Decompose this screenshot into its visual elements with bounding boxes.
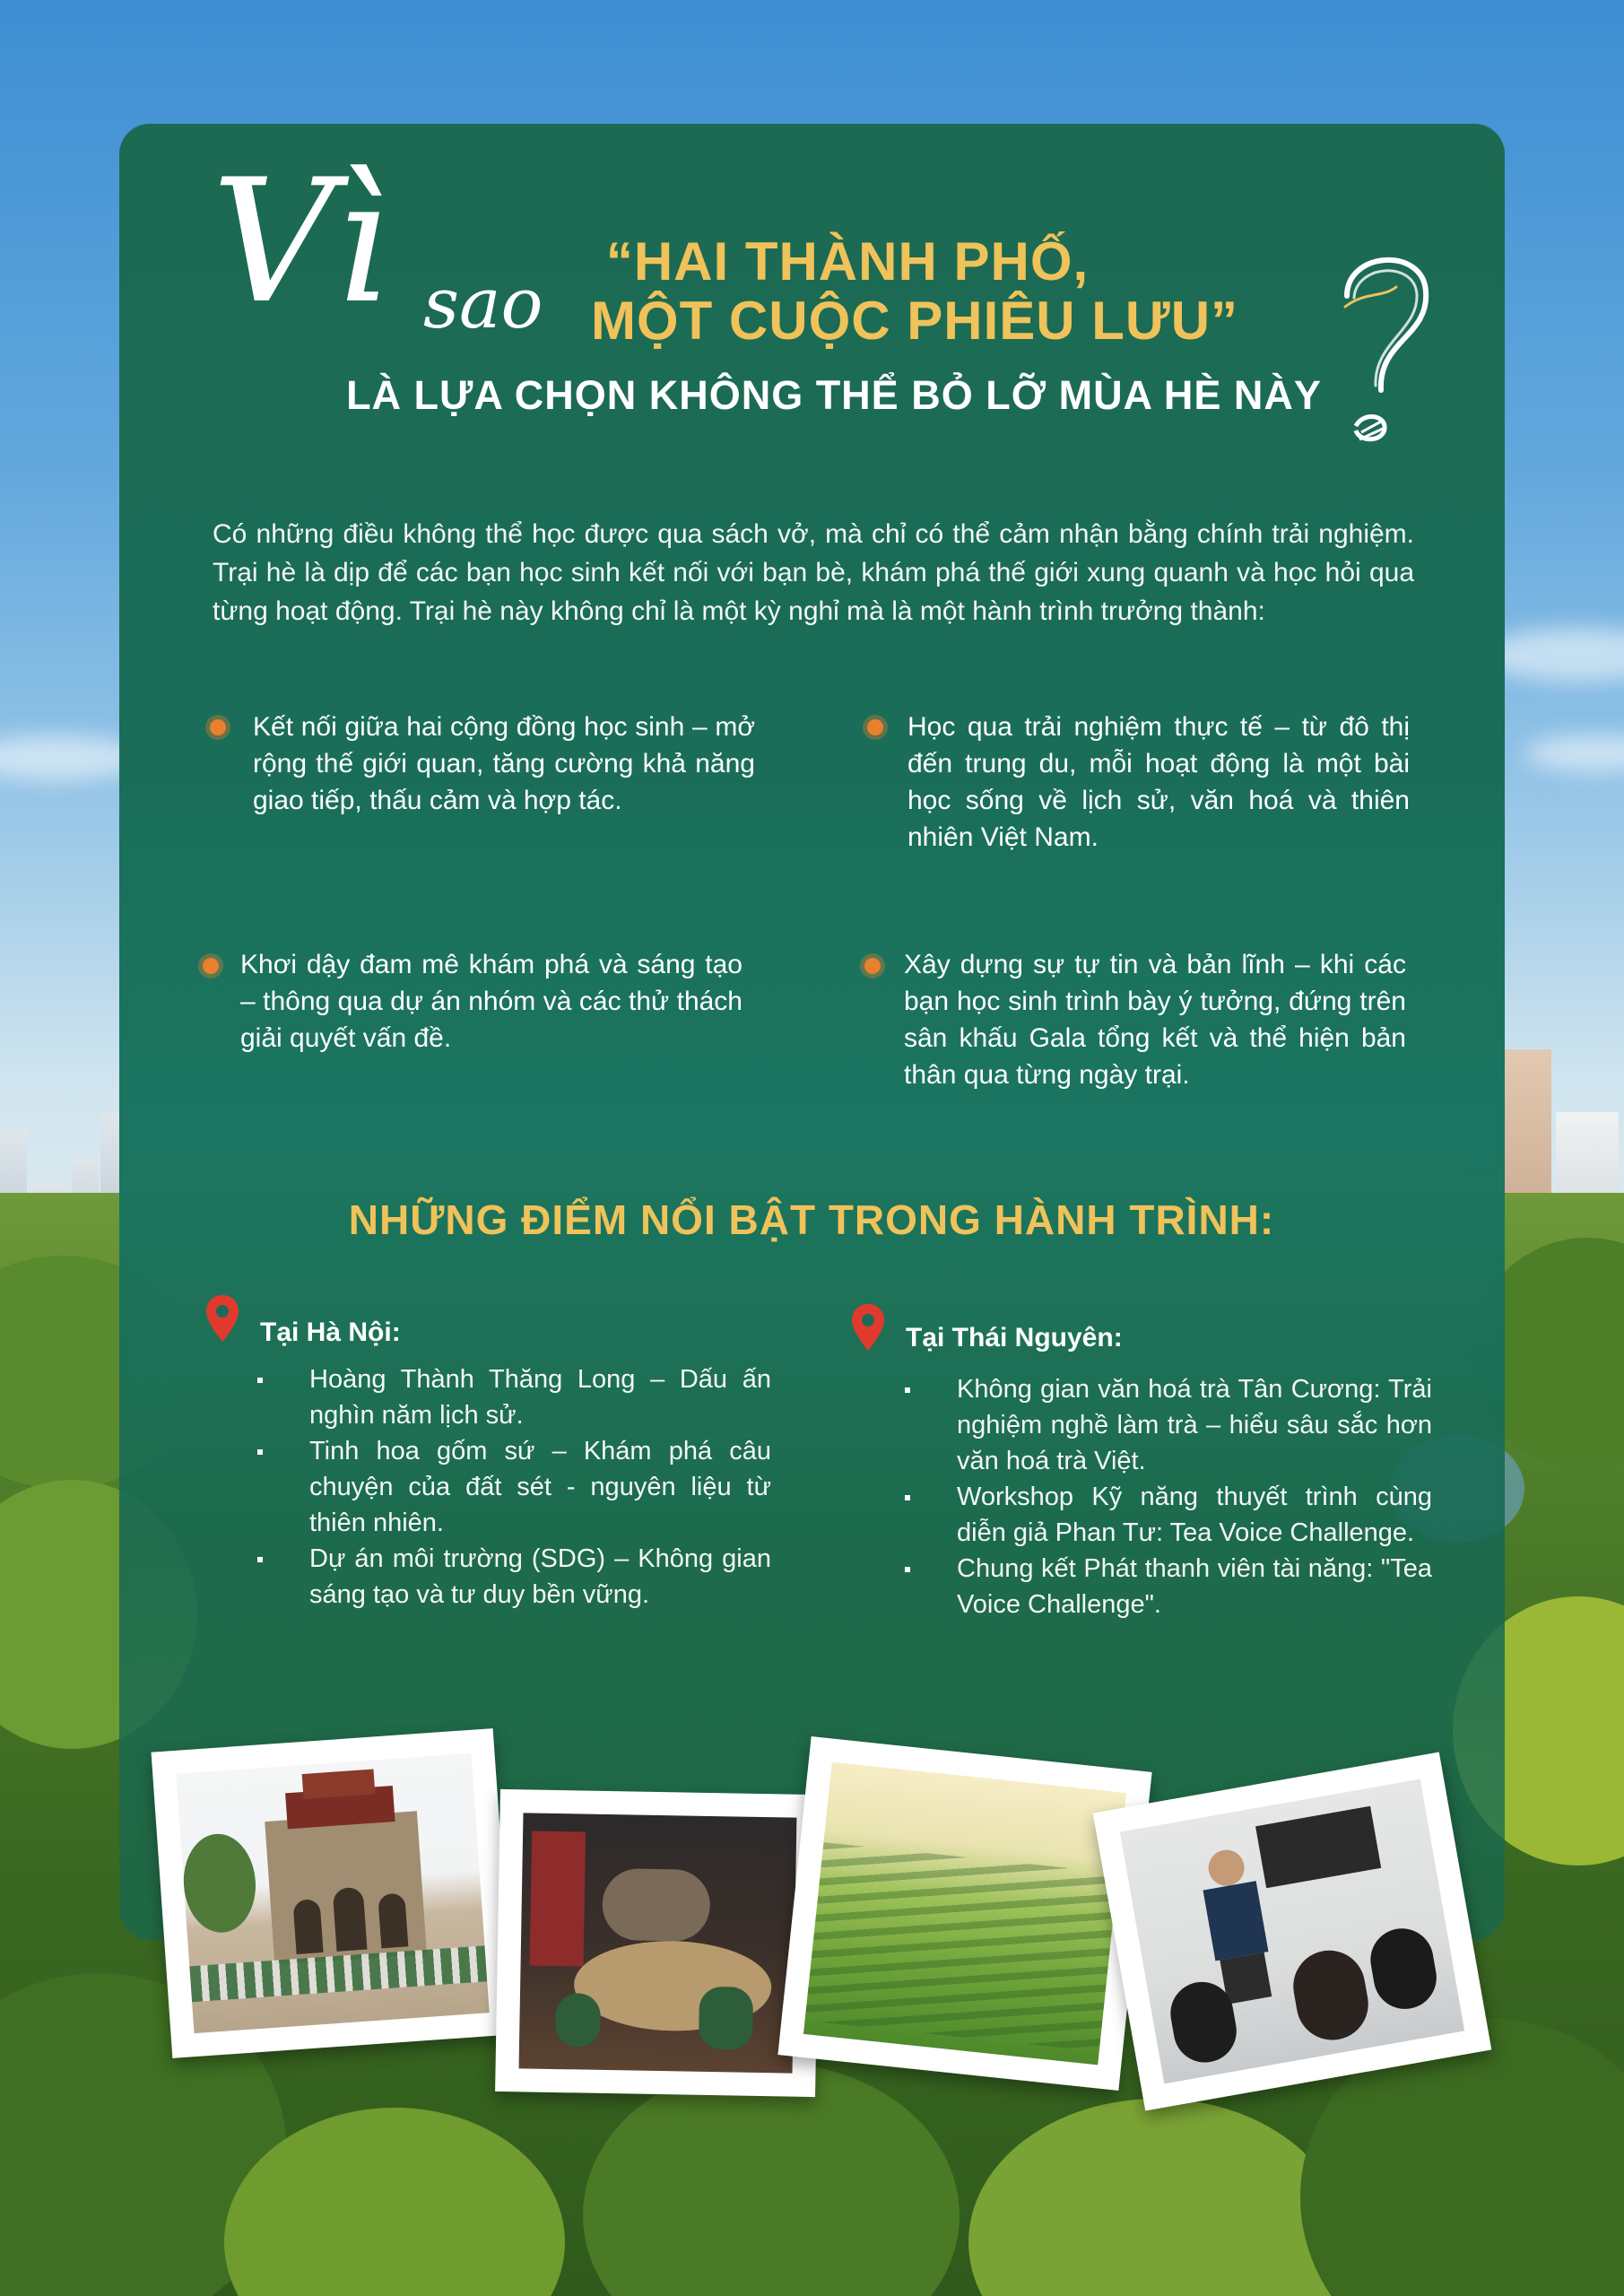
heading-script-vi: Vì [212,143,389,341]
list-item: Dự án môi trường (SDG) – Không gian sáng tạo và tư duy bền vững. [256,1541,771,1613]
heading-line-2: MỘT CUỘC PHIÊU LƯU” [590,291,1239,351]
bullet-dot-icon [210,719,226,735]
hanoi-label: Tại Hà Nội: [260,1318,401,1347]
bullet-item: Kết nối giữa hai cộng đồng học sinh – mở rộng thế giới quan, tăng cường khả năng giao tiếp, thấu cảm và hợp tác. [253,712,755,815]
photo-pottery [495,1789,821,2097]
highlights-title: NHỮNG ĐIỂM NỔI BẬT TRONG HÀNH TRÌNH: [348,1196,1275,1243]
location-pin-icon [850,1302,886,1352]
list-item: Tinh hoa gốm sứ – Khám phá câu chuyện của đất sét - nguyên liệu từ thiên nhiên. [256,1433,771,1541]
bullet-dot-icon [203,958,219,974]
photo-citadel [152,1728,515,2058]
intro-paragraph: Có những điều không thể học được qua sách vở, mà chỉ có thể cảm nhận bằng chính trải nghiệm. Trại hè là dịp để các bạn học sinh kết nối với bạn bè, khám phá thế giới xung quanh và học hỏi qua từng hoạt động. Trại hè này không chỉ là một kỳ nghỉ mà là một hành trình trưởng thành: [213,519,1414,626]
bullet-item: Xây dựng sự tự tin và bản lĩnh – khi các bạn học sinh trình bày ý tưởng, đứng trên sân khấu Gala tổng kết và thể hiện bản thân qua từng ngày trại. [904,950,1406,1090]
heading-line-1: “HAI THÀNH PHỐ, [605,231,1090,291]
question-mark-icon [1329,242,1437,457]
list-item: Chung kết Phát thanh viên tài năng: "Tea Voice Challenge". [903,1551,1432,1622]
thainguyen-list [903,1371,1432,1622]
hanoi-list [256,1361,771,1613]
photo-classroom [1093,1752,1492,2111]
list-item: Hoàng Thành Thăng Long – Dấu ấn nghìn năm lịch sử. [256,1361,771,1433]
bullet-item: Học qua trải nghiệm thực tế – từ đô thị đến trung du, mỗi hoạt động là một bài học sống về lịch sử, văn hoá và thiên nhiên Việt Nam. [908,712,1410,852]
location-pin-icon [204,1293,240,1344]
heading-line-3: LÀ LỰA CHỌN KHÔNG THỂ BỎ LỠ MÙA HÈ NÀY [346,372,1322,418]
list-item: Không gian văn hoá trà Tân Cương: Trải nghiệm nghề làm trà – hiểu sâu sắc hơn văn hoá trà Việt. [903,1371,1432,1479]
photo-tea-hills [777,1736,1151,2091]
heading-script-sao: sao [423,264,543,344]
thainguyen-label: Tại Thái Nguyên: [906,1323,1123,1352]
bullet-dot-icon [864,958,881,974]
bullet-item: Khơi dậy đam mê khám phá và sáng tạo – thông qua dự án nhóm và các thử thách giải quyết vấn đề. [240,950,743,1053]
bullet-dot-icon [867,719,883,735]
list-item: Workshop Kỹ năng thuyết trình cùng diễn giả Phan Tư: Tea Voice Challenge. [903,1479,1432,1551]
